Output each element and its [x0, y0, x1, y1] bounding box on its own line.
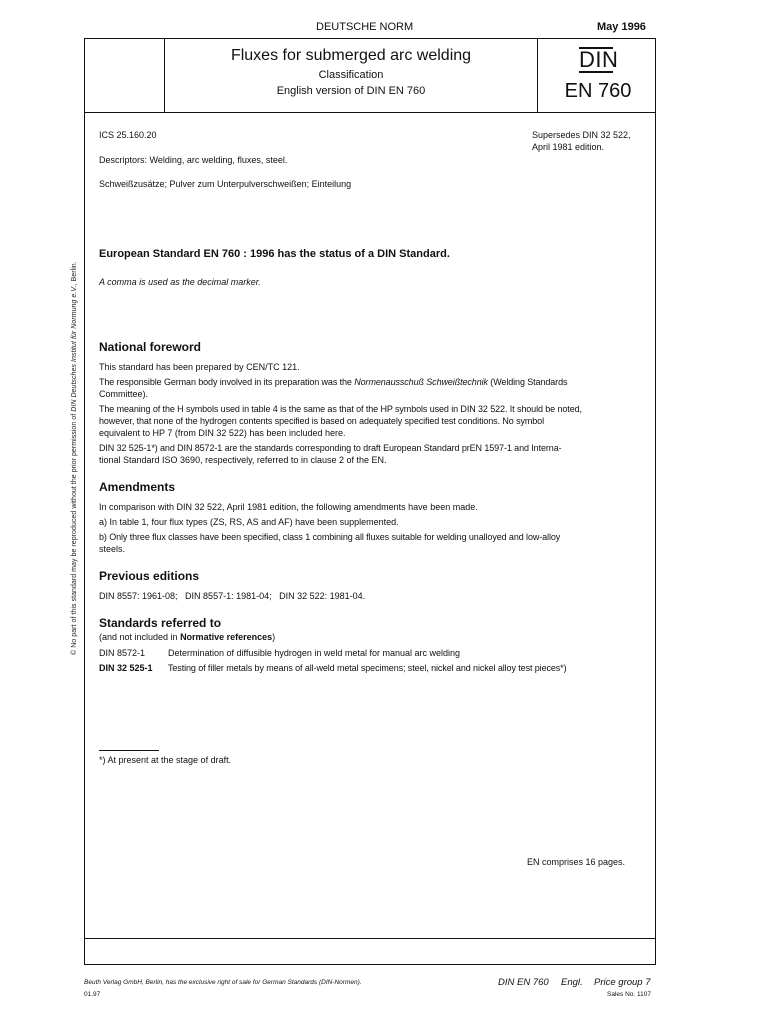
amendments-heading: Amendments — [99, 480, 176, 494]
footer-ref: DIN EN 760 — [498, 977, 549, 988]
edition-code: 01.97 — [84, 991, 101, 998]
foreword-p3-line1: The meaning of the H symbols used in table 4 is the same as that of the HP symbols used in DIN 32 522. It should be noted, — [99, 404, 582, 414]
footnote-rule — [99, 750, 159, 751]
doc-number: EN 760 — [564, 80, 632, 102]
foreword-p4-line1: DIN 32 525-1*) and DIN 8572-1 are the standards corresponding to draft European Standard prEN 1597-1 and Interna- — [99, 443, 562, 453]
foreword-p3-line3: equivalent to HP 7 (from DIN 32 522) has been included here. — [99, 428, 346, 438]
foreword-p2-line2: Committee). — [99, 389, 149, 399]
issue-date: May 1996 — [597, 21, 646, 33]
copyright-notice: © No part of this standard may be reproduced without the prior permission of DIN Deutsches Institut für Normung e.V., Berlin. — [71, 261, 78, 655]
foreword-p1: This standard has been prepared by CEN/TC 121. — [99, 362, 300, 372]
reference-code: DIN 8572-1 — [99, 648, 146, 658]
previous-editions-heading: Previous editions — [99, 569, 200, 583]
din-logo: DIN — [579, 47, 619, 72]
sales-number: Sales No. 1107 — [607, 991, 651, 998]
footnote: *) At present at the stage of draft. — [99, 755, 232, 765]
reference-code: DIN 32 525-1 — [99, 663, 153, 673]
ics-code: ICS 25.160.20 — [99, 130, 157, 140]
decimal-note: A comma is used as the decimal marker. — [99, 277, 261, 287]
national-foreword-heading: National foreword — [99, 340, 202, 354]
foreword-p3-line2: however, that none of the hydrogen contents specified is based on adequately specified test conditions. No symbol — [99, 416, 544, 426]
standard-series: DEUTSCHE NORM — [316, 21, 414, 33]
footer-language: Engl. — [561, 977, 583, 988]
amendment-b-line1: b) Only three flux classes have been specified, class 1 combining all fluxes suitable for welding unalloyed and low-alloy — [99, 532, 561, 542]
reference-title: Determination of diffusible hydrogen in weld metal for manual arc welding — [168, 648, 460, 658]
supersedes-line1: Supersedes DIN 32 522, — [532, 130, 631, 140]
foreword-p4-line2: tional Standard ISO 3690, respectively, referred to in clause 2 of the EN. — [99, 455, 387, 465]
supersedes-line2: April 1981 edition. — [532, 142, 605, 152]
reference-title: Testing of filler metals by means of all-weld metal specimens; steel, nickel and nickel alloy test pieces*) — [168, 663, 567, 673]
page-count: EN comprises 16 pages. — [527, 857, 626, 867]
descriptors: Descriptors: Welding, arc welding, fluxes, steel. — [99, 155, 288, 165]
amendment-b-line2: steels. — [99, 544, 126, 554]
amendments-intro: In comparison with DIN 32 522, April 1981 edition, the following amendments have been made. — [99, 502, 478, 512]
status-statement: European Standard EN 760 : 1996 has the status of a DIN Standard. — [99, 248, 450, 260]
publisher-notice: Beuth Verlag GmbH, Berlin, has the exclusive right of sale for German Standards (DIN-Normen). — [84, 979, 362, 986]
german-descriptors: Schweißzusätze; Pulver zum Unterpulverschweißen; Einteilung — [99, 179, 352, 189]
foreword-p2: The responsible German body involved in its preparation was the Normenausschuß Schweißtechnik (Welding Standards — [99, 377, 568, 387]
standards-referred-heading: Standards referred to — [99, 616, 222, 630]
footer-divider — [84, 938, 656, 939]
english-version: English version of DIN EN 760 — [276, 85, 426, 97]
amendment-a: a) In table 1, four flux types (ZS, RS, AS and AF) have been supplemented. — [99, 517, 399, 527]
document-subtitle: Classification — [318, 69, 384, 81]
document-title: Fluxes for submerged arc welding — [230, 47, 472, 64]
price-group: Price group 7 — [594, 977, 651, 988]
standards-referred-note: (and not included in Normative references) — [99, 632, 276, 642]
previous-editions-list: DIN 8557: 1961-08; DIN 8557-1: 1981-04; DIN 32 522: 1981-04. — [99, 591, 366, 601]
